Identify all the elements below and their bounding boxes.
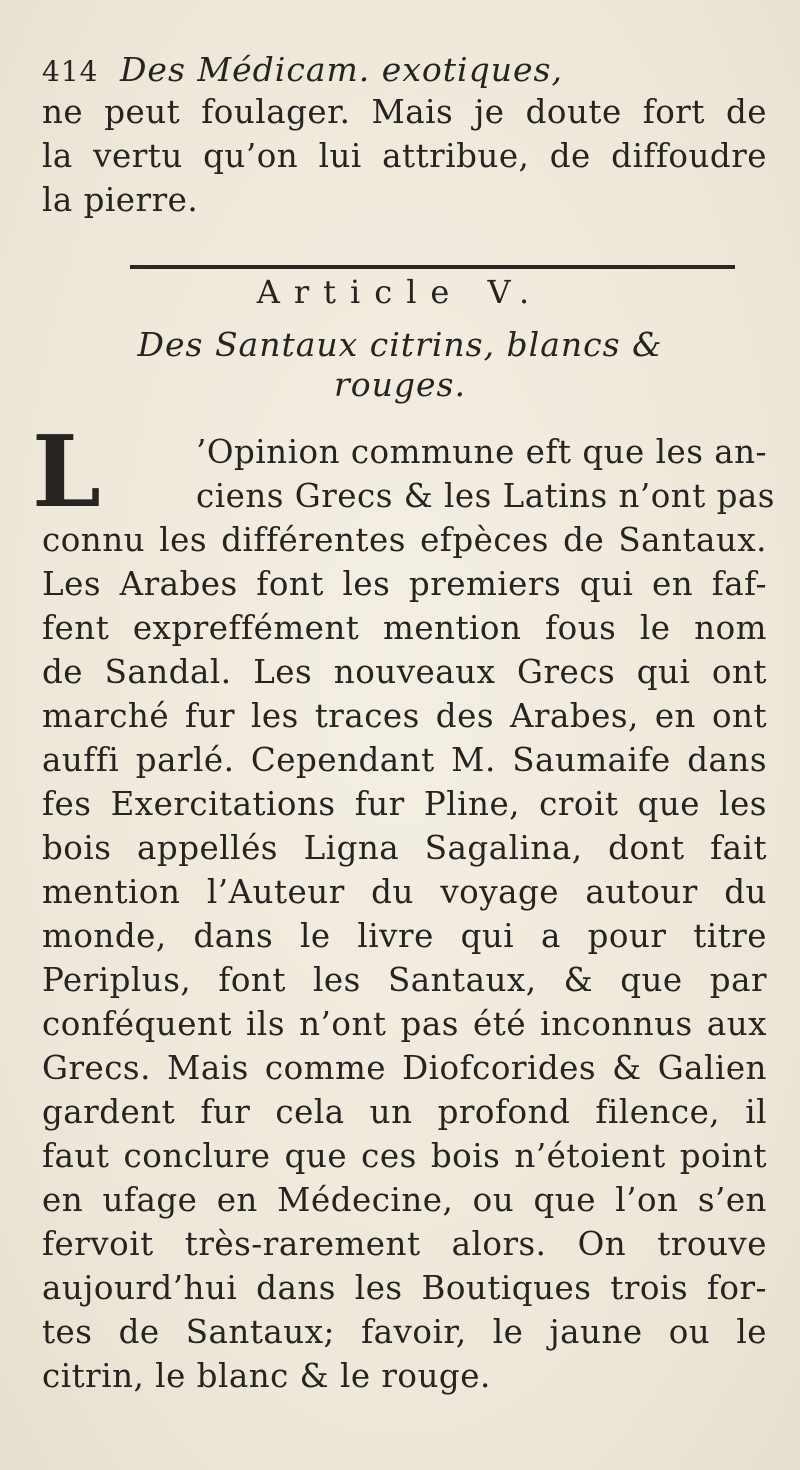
paragraph-body: [42, 518, 767, 1398]
text-line: faut conclure que ces bois n’étoient point: [42, 1137, 767, 1175]
text-line: de Sandal. Les nouveaux Grecs qui ont: [42, 653, 767, 691]
text-line: gardent fur cela un profond filence, il: [42, 1093, 767, 1131]
text-line: en ufage en Médecine, ou que l’on s’en: [42, 1181, 767, 1219]
text-line: citrin, le blanc & le rouge.: [42, 1357, 491, 1395]
running-title: Des Médicam. exotiques,: [119, 50, 563, 89]
text-line: fes Exercitations fur Pline, croit que les: [42, 785, 767, 823]
text-line: Periplus, font les Santaux, & que par: [42, 961, 767, 999]
text-line: marché fur les traces des Arabes, en ont: [42, 697, 767, 735]
text-line: tes de Santaux; favoir, le jaune ou le: [42, 1313, 767, 1351]
text-line: Les Arabes font les premiers qui en faf-: [42, 565, 767, 603]
continuation-text: [42, 90, 767, 222]
text-line: ne peut foulager. Mais je doute fort de: [42, 93, 767, 131]
text-line: la pierre.: [42, 181, 199, 219]
page-header: [42, 50, 762, 89]
drop-cap: L: [32, 415, 101, 530]
section-rule: [130, 265, 735, 269]
article-heading: Article V.: [256, 273, 544, 311]
article-title: [0, 325, 800, 405]
text-line: fervoit très-rarement alors. On trouve: [42, 1225, 767, 1263]
page-number: 414: [42, 55, 99, 88]
text-line: aujourd’hui dans les Boutiques trois for-: [42, 1269, 767, 1307]
article-title-line: rouges.: [334, 365, 466, 404]
text-line: bois appellés Ligna Sagalina, dont fait: [42, 829, 767, 867]
text-line: connu les différentes efpèces de Santaux.: [42, 521, 767, 559]
article-title-line: Des Santaux citrins, blancs &: [137, 325, 663, 364]
text-line: la vertu qu’on lui attribue, de diffoudre: [42, 137, 767, 175]
text-line: mention l’Auteur du voyage autour du: [42, 873, 767, 911]
paragraph-opening: [196, 430, 775, 518]
text-line: ’Opinion commune eft que les an-: [196, 433, 768, 471]
text-line: Grecs. Mais comme Diofcorides & Galien: [42, 1049, 767, 1087]
text-line: fent expreffément mention fous le nom: [42, 609, 767, 647]
text-line: auffi parlé. Cependant M. Saumaife dans: [42, 741, 767, 779]
text-line: conféquent ils n’ont pas été inconnus aux: [42, 1005, 767, 1043]
text-line: monde, dans le livre qui a pour titre: [42, 917, 767, 955]
text-line: ciens Grecs & les Latins n’ont pas: [196, 477, 775, 515]
